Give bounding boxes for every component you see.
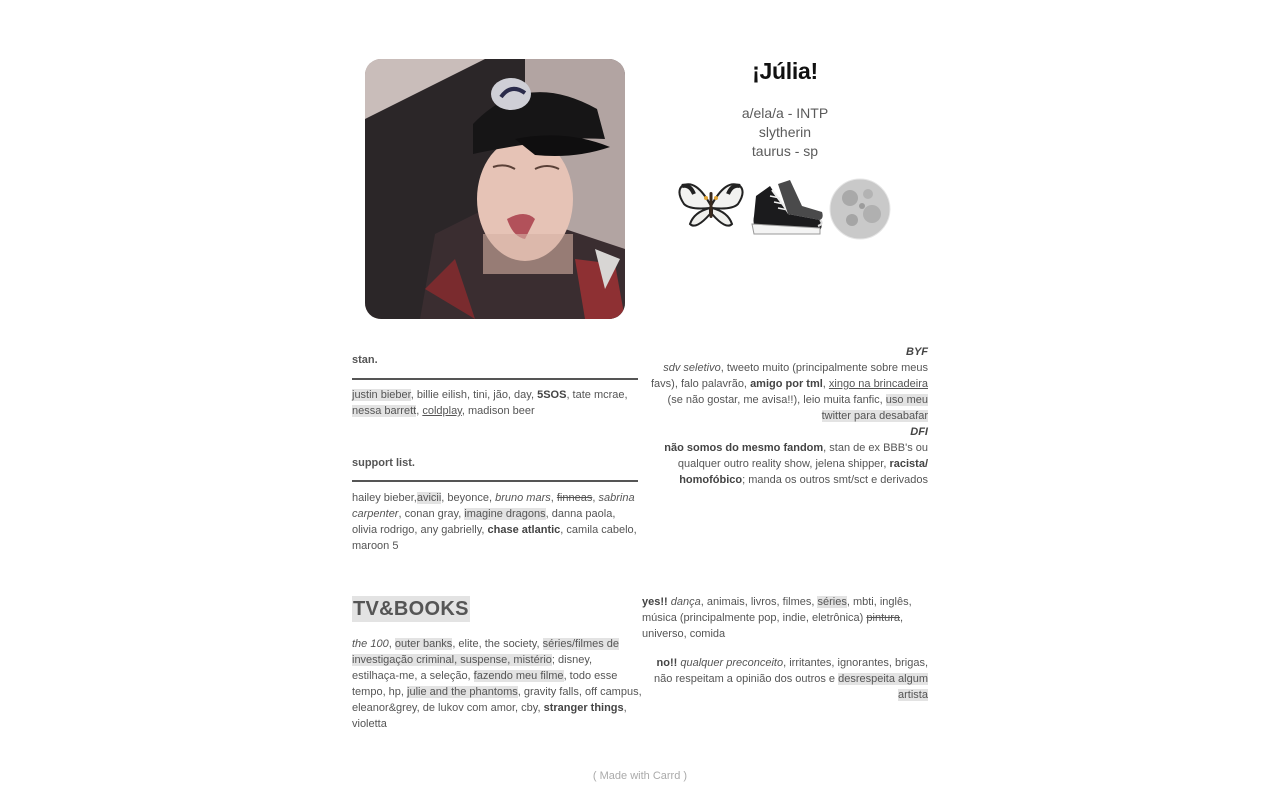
text-segment: finneas — [556, 492, 593, 504]
made-with-carrd-label[interactable]: ( Made with Carrd ) — [592, 770, 688, 782]
text-segment: , — [550, 492, 557, 504]
text-segment: ; manda os outros smt/sct e derivados — [742, 474, 928, 486]
text-segment: sdv seletivo — [663, 362, 721, 374]
text-segment: , conan gray, — [398, 508, 465, 520]
text-segment: sabrina carpenter — [352, 492, 635, 520]
text-segment: 5SOS — [537, 389, 567, 401]
text-segment: pintura — [866, 612, 901, 624]
text-segment: (se não gostar, me avisa!!), leio muita fanfic, — [667, 394, 886, 406]
profile-photo — [365, 59, 625, 319]
tvbooks-list — [352, 636, 642, 732]
tvbooks-title: TV&BOOKS — [353, 598, 469, 620]
text-segment: , tate mcrae, — [566, 389, 628, 401]
text-segment: não somos do mesmo fandom — [664, 442, 824, 454]
text-segment: , — [822, 378, 829, 390]
profile-sign-location: taurus - sp — [751, 143, 819, 159]
text-segment: , animais, livros, filmes, — [700, 596, 818, 608]
byf-title: BYF — [906, 346, 928, 358]
text-segment: , mbti, inglês, música (principalmente pop, indie, eletrônica) — [642, 596, 912, 624]
stan-title: stan. — [352, 354, 378, 366]
text-segment: , beyonce, — [441, 492, 496, 504]
sneakers-icon — [748, 176, 824, 238]
text-segment: racista/ homofóbico — [679, 458, 928, 486]
butterfly-icon — [676, 176, 746, 236]
stan-list — [352, 387, 642, 419]
text-segment: , camila cabelo, maroon 5 — [352, 524, 637, 552]
text-segment: , elite, the society, — [452, 638, 543, 650]
text-segment: imagine dragons — [464, 508, 546, 520]
text-segment: dança — [670, 596, 701, 608]
profile-house: slytherin — [758, 124, 812, 140]
text-segment: the 100 — [352, 638, 389, 650]
text-segment: julie and the phantoms — [407, 686, 518, 698]
text-segment: , universo, comida — [642, 612, 904, 640]
profile-name: ¡Júlia! — [752, 58, 818, 84]
text-segment: , tweeto muito (principalmente sobre meus favs), falo palavrão, — [651, 362, 928, 390]
text-segment: justin bieber — [352, 389, 411, 401]
text-segment: outer banks — [394, 638, 453, 650]
yes-list — [642, 594, 928, 642]
text-segment: amigo por tml — [750, 378, 823, 390]
made-with-carrd-link[interactable] — [0, 770, 1280, 782]
text-segment: avicii — [416, 492, 442, 504]
text-segment: bruno mars — [495, 492, 551, 504]
text-segment: ; disney, estilhaça-me, a seleção, — [352, 654, 593, 682]
text-segment: , gravity falls, off campus, eleanor&grey, de lukov com amor, cby, — [352, 686, 642, 714]
support-divider — [352, 480, 638, 482]
text-segment: hailey bieber, — [352, 492, 417, 504]
text-segment: , — [388, 638, 395, 650]
text-segment: séries/filmes de investigação criminal, suspense, mistério — [352, 638, 620, 666]
text-segment: nessa barrett — [352, 405, 417, 417]
text-segment: , billie eilish, tini, jão, day, — [410, 389, 538, 401]
moon-icon — [828, 176, 892, 240]
text-segment: , irritantes, ignorantes, brigas, não respeitam a opinião dos outros e — [654, 657, 928, 685]
stan-divider — [352, 378, 638, 380]
text-segment: stranger things — [543, 702, 624, 714]
dfi-text — [650, 440, 928, 488]
text-segment: yes!! — [642, 596, 668, 608]
text-segment: coldplay — [422, 405, 462, 417]
text-segment: chase atlantic — [487, 524, 561, 536]
text-segment: uso meu twitter para desabafar — [821, 394, 928, 422]
text-segment: , violetta — [352, 702, 627, 730]
text-segment: no!! — [656, 657, 678, 669]
text-segment: , madison beer — [461, 405, 535, 417]
profile-pronouns: a/ela/a - INTP — [741, 105, 829, 121]
text-segment: xingo na brincadeira — [828, 378, 928, 390]
text-segment: , todo esse tempo, hp, — [352, 670, 618, 698]
text-segment: fazendo meu filme — [473, 670, 564, 682]
support-list — [352, 490, 642, 554]
text-segment: qualquer preconceito — [680, 657, 784, 669]
profile-icons — [676, 176, 896, 244]
text-segment: desrespeita algum artista — [838, 673, 928, 701]
byf-text — [650, 360, 928, 424]
text-segment: séries — [817, 596, 847, 608]
text-segment: , danna paola, olivia rodrigo, any gabrielly, — [352, 508, 616, 536]
text-segment: , stan de ex BBB's ou qualquer outro reality show, jelena shipper, — [677, 442, 928, 470]
dfi-title: DFI — [910, 426, 928, 438]
text-segment: , — [592, 492, 599, 504]
no-list — [650, 655, 928, 703]
support-title: support list. — [352, 457, 415, 469]
text-segment: , — [416, 405, 423, 417]
profile-photo-illustration — [365, 59, 625, 319]
